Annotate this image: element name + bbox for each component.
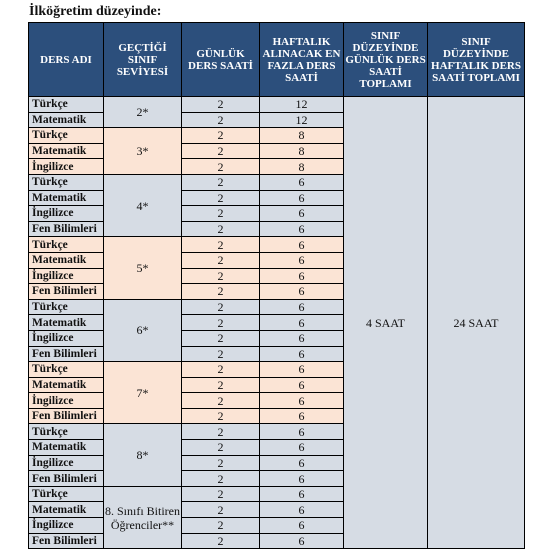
weekly-hours-cell: 6	[260, 299, 344, 315]
grade-level-cell: 8*	[104, 424, 182, 486]
daily-hours-cell: 2	[182, 330, 260, 346]
subject-cell: İngilizce	[29, 330, 104, 346]
weekly-hours-cell: 6	[260, 471, 344, 487]
daily-hours-cell: 2	[182, 190, 260, 206]
header-gunluk-ders-saati: GÜNLÜK DERS SAATİ	[182, 23, 260, 97]
subject-cell: Matematik	[29, 502, 104, 518]
weekly-hours-cell: 6	[260, 284, 344, 300]
subject-cell: Türkçe	[29, 97, 104, 113]
weekly-hours-cell: 12	[260, 112, 344, 128]
weekly-hours-cell: 8	[260, 143, 344, 159]
weekly-hours-cell: 6	[260, 221, 344, 237]
header-haftalik-ders-saati: HAFTALIK ALINACAK EN FAZLA DERS SAATİ	[260, 23, 344, 97]
daily-hours-cell: 2	[182, 206, 260, 222]
subject-cell: İngilizce	[29, 206, 104, 222]
daily-hours-cell: 2	[182, 471, 260, 487]
weekly-hours-cell: 6	[260, 408, 344, 424]
daily-hours-cell: 2	[182, 377, 260, 393]
daily-hours-cell: 2	[182, 518, 260, 534]
subject-cell: Fen Bilimleri	[29, 221, 104, 237]
subject-cell: Türkçe	[29, 128, 104, 144]
subject-cell: Fen Bilimleri	[29, 533, 104, 549]
subject-cell: Matematik	[29, 252, 104, 268]
daily-hours-cell: 2	[182, 159, 260, 175]
grade-level-cell: 5*	[104, 237, 182, 299]
header-row	[29, 23, 525, 97]
subject-cell: Fen Bilimleri	[29, 408, 104, 424]
weekly-hours-cell: 6	[260, 206, 344, 222]
subject-cell: Türkçe	[29, 424, 104, 440]
grade-level-cell: 3*	[104, 128, 182, 175]
weekly-hours-cell: 6	[260, 377, 344, 393]
subject-cell: İngilizce	[29, 268, 104, 284]
weekly-hours-cell: 6	[260, 424, 344, 440]
subject-cell: İngilizce	[29, 518, 104, 534]
weekly-hours-cell: 6	[260, 502, 344, 518]
subject-cell: Türkçe	[29, 299, 104, 315]
header-sinif-haftalik-toplam: SINIF DÜZEYİNDE HAFTALIK DERS SAATİ TOPLAMI	[428, 23, 525, 97]
subject-cell: İngilizce	[29, 455, 104, 471]
weekly-hours-cell: 6	[260, 237, 344, 253]
page-heading: İlköğretim düzeyinde:	[29, 4, 162, 19]
daily-hours-cell: 2	[182, 252, 260, 268]
grade-level-cell: 7*	[104, 362, 182, 424]
subject-cell: Fen Bilimleri	[29, 284, 104, 300]
weekly-hours-cell: 8	[260, 128, 344, 144]
subject-cell: Fen Bilimleri	[29, 346, 104, 362]
weekly-hours-cell: 6	[260, 518, 344, 534]
subject-cell: İngilizce	[29, 393, 104, 409]
subject-cell: Matematik	[29, 112, 104, 128]
subject-cell: Türkçe	[29, 237, 104, 253]
daily-hours-cell: 2	[182, 299, 260, 315]
daily-hours-cell: 2	[182, 284, 260, 300]
daily-hours-cell: 2	[182, 237, 260, 253]
daily-hours-cell: 2	[182, 455, 260, 471]
ders-saati-table	[28, 22, 525, 549]
weekly-hours-cell: 6	[260, 330, 344, 346]
daily-hours-cell: 2	[182, 502, 260, 518]
header-gectigi-sinif: GEÇTİĞİ SINIF SEVİYESİ	[104, 23, 182, 97]
daily-hours-cell: 2	[182, 174, 260, 190]
subject-cell: Türkçe	[29, 362, 104, 378]
subject-cell: Matematik	[29, 440, 104, 456]
weekly-hours-cell: 6	[260, 315, 344, 331]
daily-hours-cell: 2	[182, 424, 260, 440]
daily-hours-cell: 2	[182, 393, 260, 409]
weekly-hours-cell: 6	[260, 393, 344, 409]
weekly-hours-cell: 6	[260, 455, 344, 471]
subject-cell: İngilizce	[29, 159, 104, 175]
weekly-hours-cell: 6	[260, 533, 344, 549]
daily-hours-cell: 2	[182, 362, 260, 378]
grade-level-cell: 8. Sınıfı Bitiren Öğrenciler**	[104, 486, 182, 548]
grade-level-cell: 6*	[104, 299, 182, 361]
weekly-hours-cell: 8	[260, 159, 344, 175]
subject-cell: Türkçe	[29, 174, 104, 190]
grade-level-cell: 2*	[104, 97, 182, 128]
subject-cell: Matematik	[29, 377, 104, 393]
daily-hours-cell: 2	[182, 315, 260, 331]
subject-cell: Matematik	[29, 190, 104, 206]
weekly-hours-cell: 6	[260, 268, 344, 284]
header-sinif-gunluk-toplam: SINIF DÜZEYİNDE GÜNLÜK DERS SAATİ TOPLAMI	[344, 23, 428, 97]
subject-cell: Matematik	[29, 143, 104, 159]
weekly-hours-cell: 6	[260, 346, 344, 362]
daily-hours-cell: 2	[182, 112, 260, 128]
weekly-hours-cell: 6	[260, 190, 344, 206]
daily-hours-cell: 2	[182, 97, 260, 113]
daily-total-cell: 4 SAAT	[344, 97, 428, 549]
weekly-hours-cell: 6	[260, 362, 344, 378]
daily-hours-cell: 2	[182, 440, 260, 456]
daily-hours-cell: 2	[182, 533, 260, 549]
weekly-hours-cell: 6	[260, 252, 344, 268]
weekly-hours-cell: 12	[260, 97, 344, 113]
daily-hours-cell: 2	[182, 268, 260, 284]
weekly-hours-cell: 6	[260, 440, 344, 456]
header-ders-adi: DERS ADI	[29, 23, 104, 97]
daily-hours-cell: 2	[182, 486, 260, 502]
daily-hours-cell: 2	[182, 143, 260, 159]
daily-hours-cell: 2	[182, 221, 260, 237]
daily-hours-cell: 2	[182, 346, 260, 362]
grade-level-cell: 4*	[104, 174, 182, 236]
weekly-hours-cell: 6	[260, 486, 344, 502]
daily-hours-cell: 2	[182, 408, 260, 424]
table-row	[29, 97, 525, 113]
subject-cell: Matematik	[29, 315, 104, 331]
daily-hours-cell: 2	[182, 128, 260, 144]
subject-cell: Fen Bilimleri	[29, 471, 104, 487]
weekly-hours-cell: 6	[260, 174, 344, 190]
weekly-total-cell: 24 SAAT	[428, 97, 525, 549]
table-body	[29, 97, 525, 549]
subject-cell: Türkçe	[29, 486, 104, 502]
